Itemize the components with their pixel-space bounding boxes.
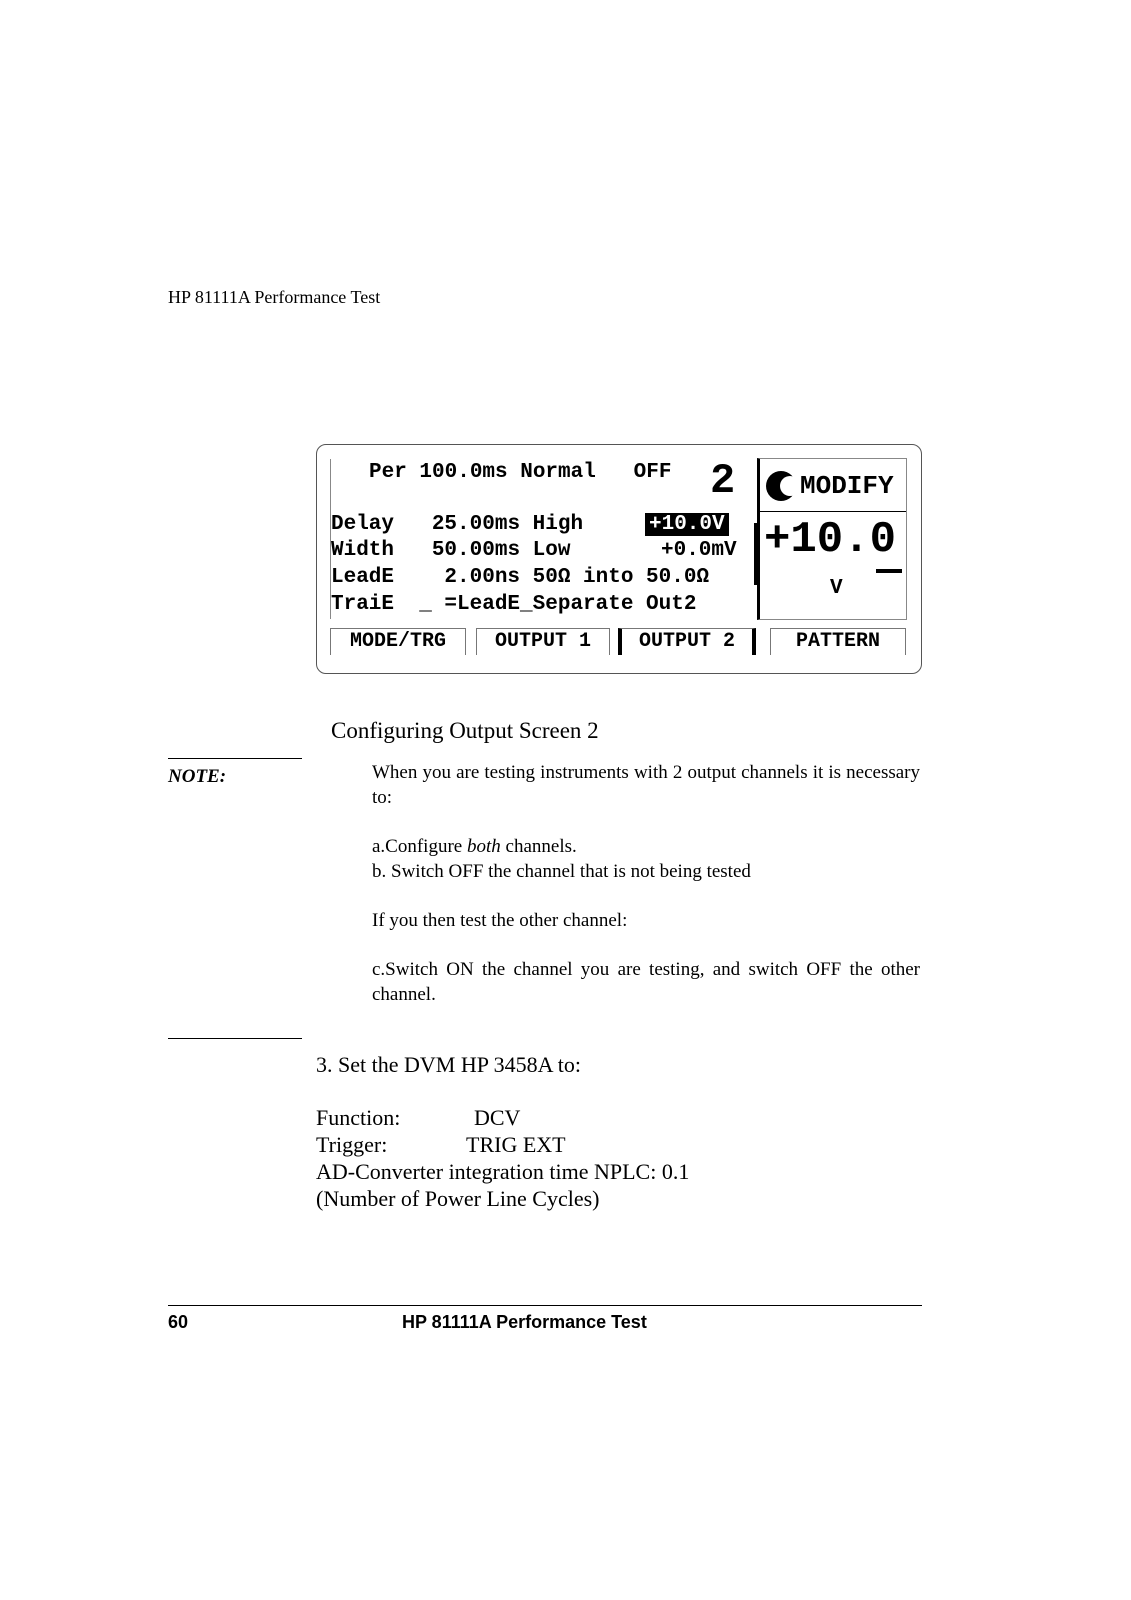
digit-cursor bbox=[876, 569, 902, 573]
note-intro: When you are testing instruments with 2 output channels it is necessary to: bbox=[372, 762, 920, 808]
delay-row bbox=[331, 513, 583, 536]
function-value: DCV bbox=[474, 1105, 521, 1130]
delay-label: Delay bbox=[331, 513, 395, 536]
note-then: If you then test the other channel: bbox=[372, 910, 628, 931]
adc-setting: AD-Converter integration time NPLC: 0.1 bbox=[316, 1159, 690, 1184]
channel-number: 2 bbox=[710, 457, 736, 505]
softkey-output-2[interactable]: OUTPUT 2 bbox=[618, 628, 756, 655]
footer-title: HP 81111A Performance Test bbox=[402, 1312, 647, 1332]
softkey-mode-trg[interactable]: MODE/TRG bbox=[330, 628, 466, 655]
figure-caption: Configuring Output Screen 2 bbox=[331, 718, 599, 743]
footer-rule bbox=[168, 1305, 922, 1306]
width-label: Width bbox=[331, 539, 395, 562]
softkey-output-1[interactable]: OUTPUT 1 bbox=[476, 628, 610, 655]
modify-value: +10.0 bbox=[764, 515, 897, 565]
note-item-a: a.Configure both channels. bbox=[372, 836, 577, 857]
high-label: High bbox=[532, 513, 584, 536]
width-row bbox=[331, 539, 570, 562]
dvm-settings bbox=[316, 1104, 689, 1212]
modify-label: MODIFY bbox=[800, 471, 894, 501]
traie-row: TraiE _ =LeadE_Separate Out2 bbox=[331, 593, 697, 616]
note-item-b: b. Switch OFF the channel that is not being tested bbox=[372, 861, 751, 882]
delay-value: 25.00ms bbox=[431, 513, 521, 536]
function-label: Function: bbox=[316, 1105, 401, 1130]
instrument-screen bbox=[316, 444, 922, 674]
note-item-c: c.Switch ON the channel you are testing, and switch OFF the other channel. bbox=[372, 959, 920, 1005]
note-top-rule bbox=[168, 758, 302, 759]
leade-row: LeadE 2.00ns 50Ω into 50.0Ω bbox=[331, 566, 710, 589]
modify-divider bbox=[760, 511, 906, 512]
trigger-label: Trigger: bbox=[316, 1132, 388, 1157]
softkey-bar bbox=[330, 628, 908, 656]
note-body bbox=[372, 760, 920, 1031]
modify-unit: V bbox=[830, 577, 843, 600]
note-bottom-rule bbox=[168, 1038, 302, 1039]
width-value: 50.00ms bbox=[431, 539, 521, 562]
low-label: Low bbox=[532, 539, 571, 562]
step-3: 3. Set the DVM HP 3458A to: bbox=[316, 1052, 582, 1077]
page-number: 60 bbox=[168, 1312, 189, 1332]
knob-icon[interactable] bbox=[766, 471, 796, 501]
period-line: Per 100.0ms Normal OFF bbox=[369, 461, 672, 484]
softkey-pattern[interactable]: PATTERN bbox=[770, 628, 906, 655]
low-level-field[interactable]: +0.0mV bbox=[661, 539, 737, 562]
trigger-value: TRIG EXT bbox=[466, 1132, 566, 1157]
running-header: HP 81111A Performance Test bbox=[168, 287, 381, 307]
plc-note: (Number of Power Line Cycles) bbox=[316, 1186, 600, 1211]
modify-panel bbox=[757, 458, 907, 620]
note-label: NOTE: bbox=[168, 766, 227, 787]
high-level-field[interactable]: +10.0V bbox=[645, 513, 729, 536]
